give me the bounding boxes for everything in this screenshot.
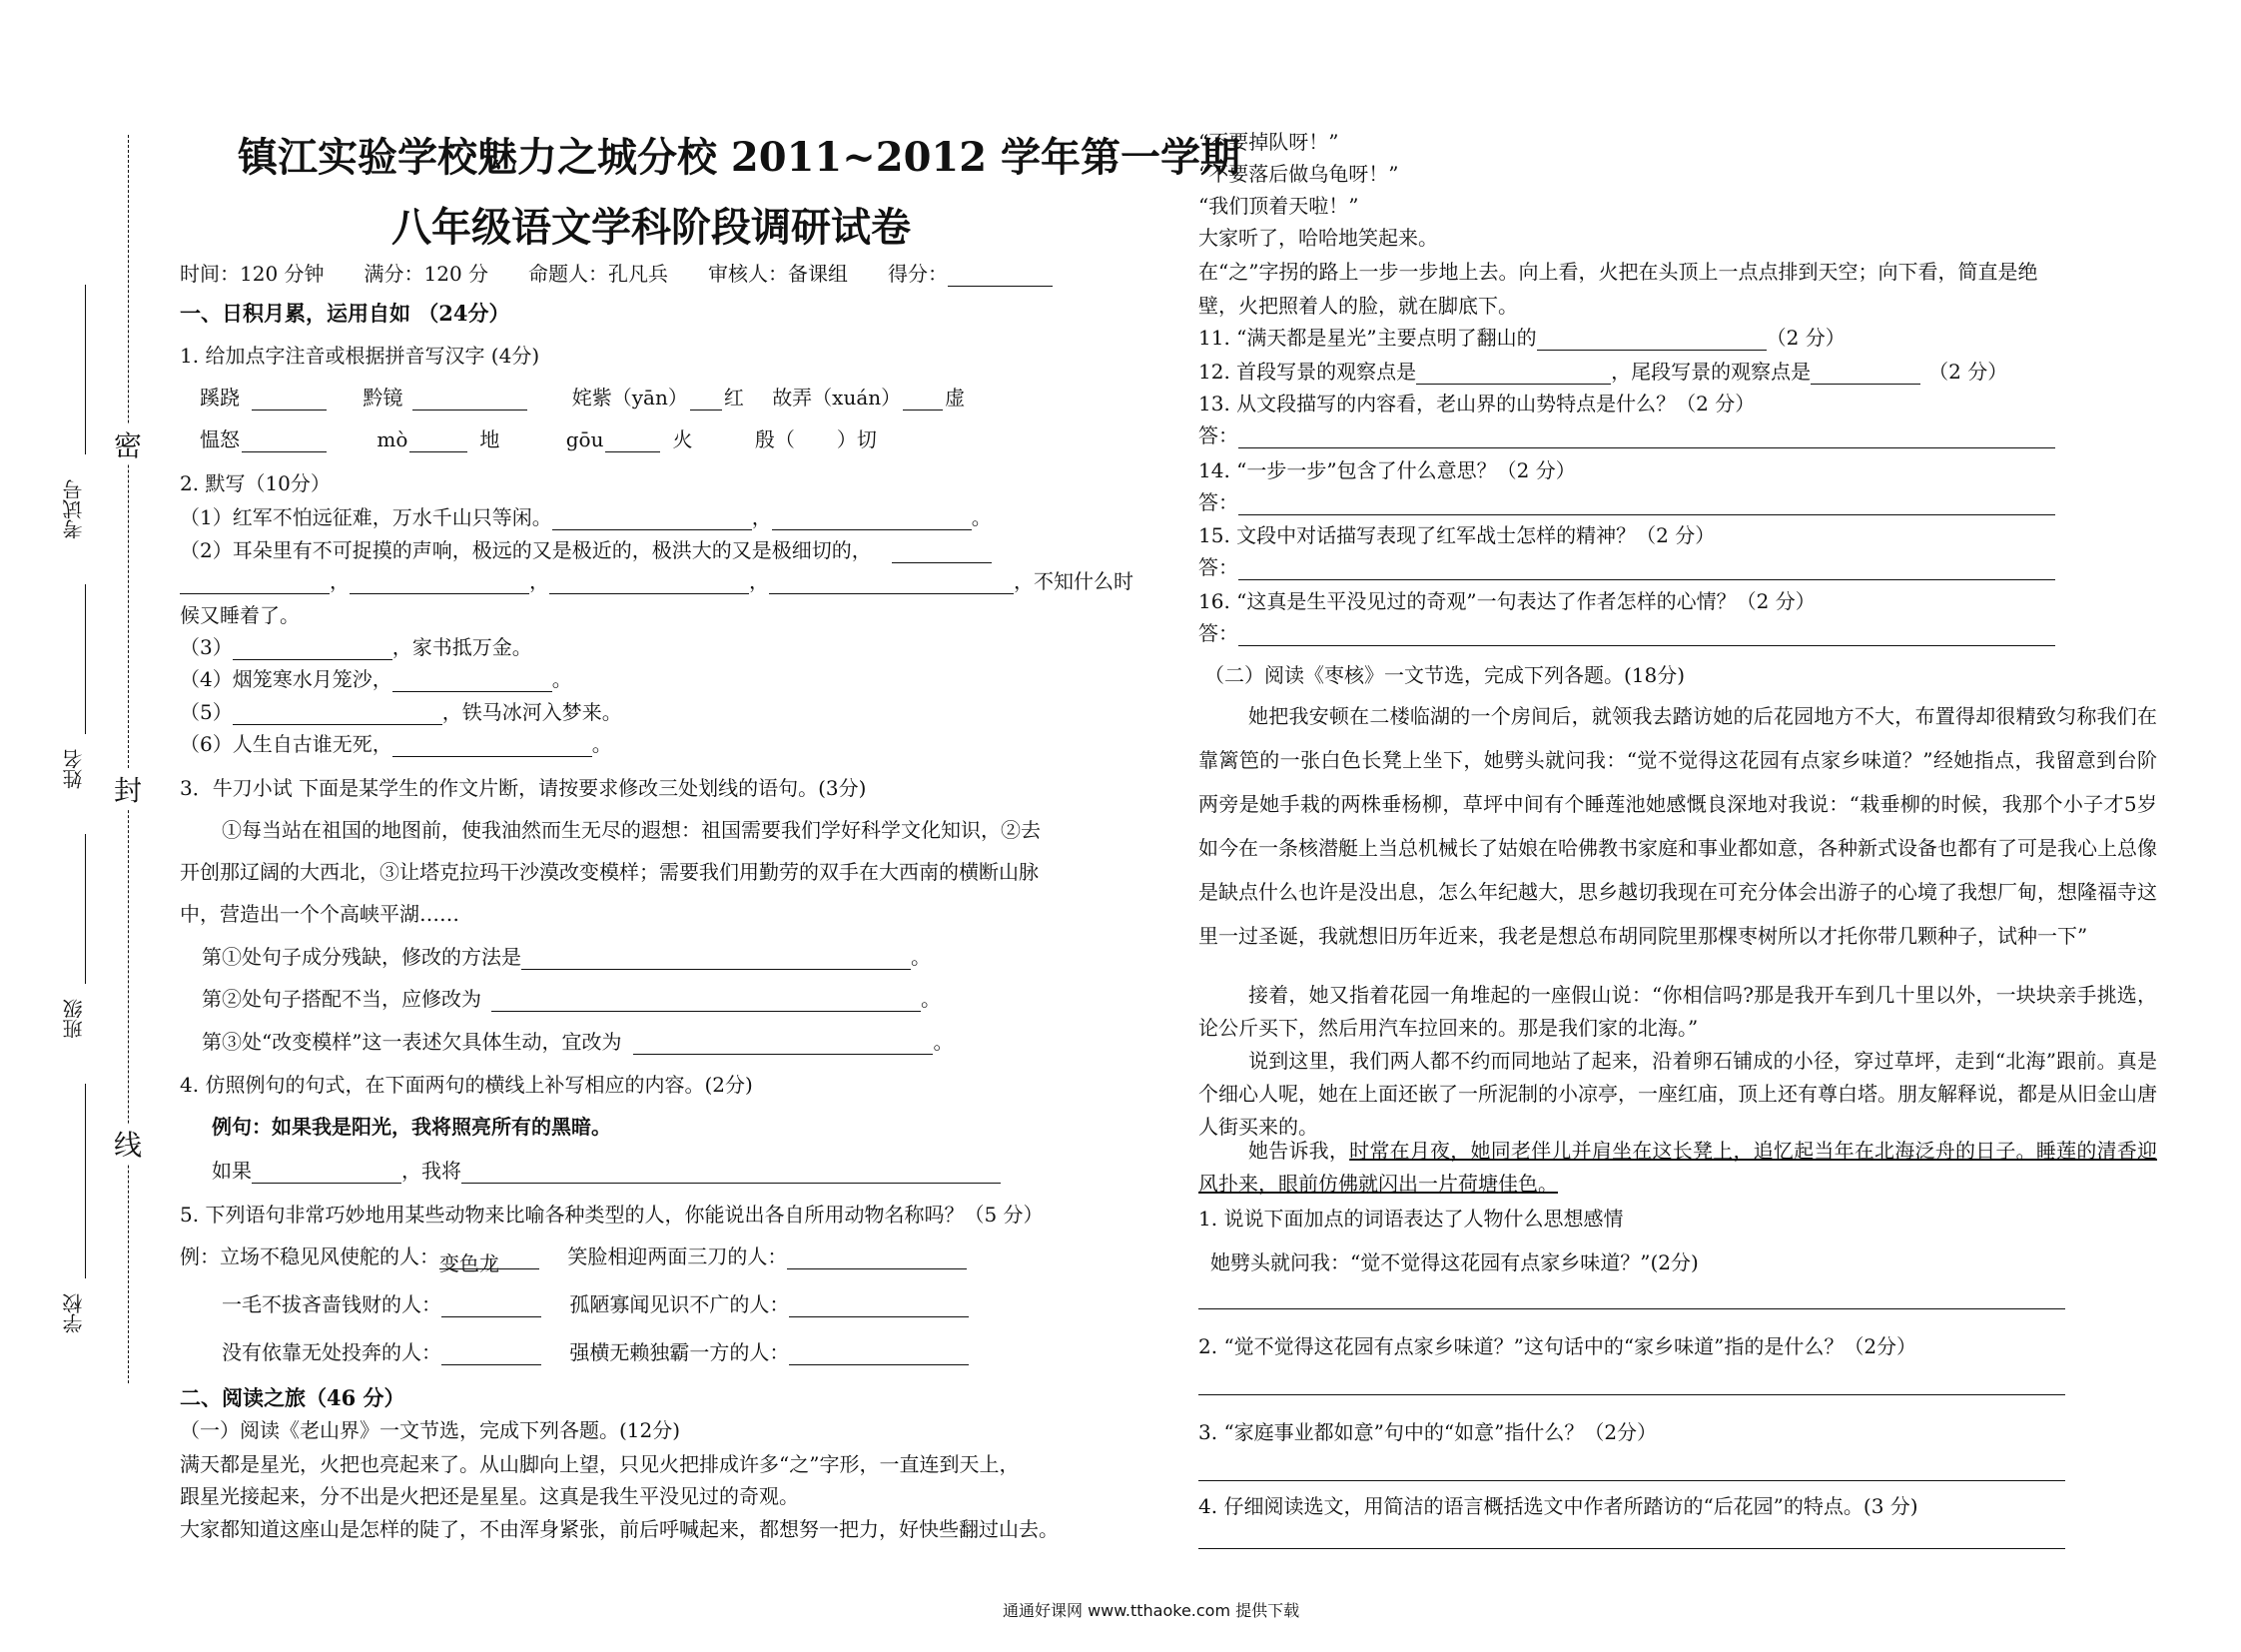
q4-blank2[interactable]	[461, 1162, 1001, 1184]
r2-q2-answer-line[interactable]	[1198, 1394, 2065, 1395]
q15-answer-label: 答：	[1198, 555, 1238, 579]
q3-answer1-text: 第①处句子成分残缺，修改的方法是	[202, 945, 521, 969]
q3-blank1[interactable]	[521, 948, 911, 970]
q5-blank4[interactable]	[441, 1343, 541, 1365]
q12-blank2[interactable]	[1811, 363, 1920, 385]
name-line	[85, 584, 86, 734]
q4-example: 例句：如果我是阳光，我将照亮所有的黑暗。	[212, 1115, 611, 1139]
reading1-prompt: （一）阅读《老山界》一文节选，完成下列各题。(12分)	[180, 1418, 681, 1442]
q1-blank1[interactable]	[252, 389, 327, 411]
q3-para2: 开创那辽阔的大西北，③让塔克拉玛干沙漠改变模样；需要我们用勤劳的双手在大西南的横断山脉	[180, 860, 1039, 884]
q1-word7: gōu	[565, 427, 604, 451]
q2-line3-tail: ，不知什么时	[1014, 569, 1133, 593]
q15-answer	[1198, 551, 2055, 580]
reading1-dialogue1: “不要掉队呀！”	[1198, 130, 1339, 154]
q12-blank1[interactable]	[1416, 363, 1611, 385]
q11	[1198, 322, 1846, 351]
q1-blank6[interactable]	[409, 430, 467, 452]
q14-answer	[1198, 486, 2055, 515]
q2-blank11[interactable]	[392, 735, 592, 757]
q3-blank3[interactable]	[633, 1033, 933, 1055]
q2-line7-num: （5）	[180, 700, 233, 724]
q2-line2-text: （2）耳朵里有不可捉摸的声响，极远的又是极近的，极洪大的又是极细切的，	[180, 538, 872, 562]
exam-title-line2: 八年级语文学科阶段调研试卷	[391, 204, 911, 251]
q2-prompt: 2. 默写（10分）	[180, 471, 331, 495]
q4-answer-mid: ，我将	[401, 1159, 461, 1183]
q3-blank2[interactable]	[491, 990, 921, 1012]
q11-score: （2 分）	[1766, 326, 1846, 350]
q1-word4b: 虚	[945, 386, 966, 410]
q14-answer-blank[interactable]	[1238, 493, 2055, 515]
q5-row1	[180, 1240, 967, 1275]
r2-q4: 4. 仔细阅读选文，用简洁的语言概括选文中作者所踏访的“后花园”的特点。(3 分)	[1198, 1494, 1918, 1518]
q3-answer2: 第②处句子搭配不当，应修改为 。	[202, 987, 941, 1011]
q5-example-answer: 变色龙	[439, 1247, 539, 1269]
school-line	[85, 1084, 86, 1278]
q2-blank8[interactable]	[233, 638, 392, 660]
q15-answer-blank[interactable]	[1238, 558, 2055, 580]
q16-answer	[1198, 617, 2055, 646]
reading1-text2: 跟星光接起来，分不出是火把还是星星。这真是我生平没见过的奇观。	[180, 1484, 799, 1508]
q1-word3b: 红	[723, 386, 744, 410]
q1-word8: 殷（	[754, 427, 795, 451]
q14-answer-label: 答：	[1198, 490, 1238, 514]
q2-blank4[interactable]	[180, 572, 330, 594]
q1-blank3[interactable]	[690, 389, 722, 411]
class-label: 班级	[62, 999, 86, 1039]
q1-word3: 姹紫（yān）	[571, 386, 688, 410]
q2-line7-text: ，铁马冰河入梦来。	[441, 700, 622, 724]
q3-answer2-text: 第②处句子搭配不当，应修改为	[202, 987, 481, 1011]
q2-line5-text: ，家书抵万金。	[391, 635, 532, 659]
q13: 13. 从文段描写的内容看，老山界的山势特点是什么？（2 分）	[1198, 392, 1756, 415]
q2-line2	[180, 534, 992, 563]
q1-row1	[200, 382, 965, 411]
q5-prompt: 5. 下列语句非常巧妙地用某些动物来比喻各种类型的人，你能说出各自所用动物名称吗？（5 分）	[180, 1203, 1044, 1227]
q5-blank5[interactable]	[789, 1343, 969, 1365]
q2-blank3[interactable]	[892, 541, 992, 563]
q2-line6-text: （4）烟笼寒水月笼沙，	[180, 667, 392, 691]
q3-answer3-text: 第③处“改变模样”这一表述欠具体生动，宜改为	[202, 1030, 622, 1054]
q1-word2: 黔镜	[363, 386, 403, 410]
q1-word8b: ）切	[836, 427, 877, 451]
q2-line5-num: （3）	[180, 635, 233, 659]
reading2-para4	[1198, 1135, 2157, 1201]
q11-blank[interactable]	[1537, 329, 1767, 351]
q1-word5: 愠怒	[200, 427, 240, 451]
reading1-dialogue3: “我们顶着天啦！”	[1198, 194, 1359, 218]
q2-blank6[interactable]	[549, 572, 749, 594]
q5-blank2[interactable]	[441, 1295, 541, 1317]
q4-prompt: 4. 仿照例句的句式，在下面两句的横线上补写相应的内容。(2分)	[180, 1073, 753, 1097]
q1-blank5[interactable]	[242, 430, 327, 452]
q16: 16. “这真是生平没见过的奇观”一句表达了作者怎样的心情？（2 分）	[1198, 589, 1816, 613]
q2-line8: （6）人生自古谁无死， 。	[180, 732, 612, 756]
q15: 15. 文段中对话描写表现了红军战士怎样的精神？（2 分）	[1198, 523, 1716, 547]
reading2-para2: 接着，她又指着花园一角堆起的一座假山说：“你相信吗?那是我开车到几十里以外，一块块亲手挑选，论公斤买下，然后用汽车拉回来的。那是我们家的北海。”	[1198, 983, 2157, 1040]
q5-item1-label: 笑脸相迎两面三刀的人：	[567, 1244, 788, 1268]
r2-q3-answer-line[interactable]	[1198, 1480, 2065, 1481]
q11-text: 11. “满天都是星光”主要点明了翻山的	[1198, 326, 1537, 350]
r2-q2: 2. “觉不觉得这花园有点家乡味道？”这句话中的“家乡味道”指的是什么？（2分）	[1198, 1334, 1917, 1358]
q4-answer	[212, 1155, 1001, 1184]
section2-heading: 二、阅读之旅（46 分）	[180, 1385, 405, 1410]
seal-char-mi: 密	[114, 424, 142, 464]
q3-answer3: 第③处“改变模样”这一表述欠具体生动，宜改为 。	[202, 1030, 954, 1054]
q13-answer	[1198, 419, 2055, 448]
exam-title-line1: 镇江实验学校魅力之城分校 2011~2012 学年第一学期	[238, 134, 1241, 181]
exam-info-text: 时间：120 分钟 满分：120 分 命题人：孔凡兵 审核人：备课组 得分：	[180, 262, 949, 286]
q5-example-label: 例：立场不稳见风使舵的人：	[180, 1244, 439, 1268]
q14: 14. “一步一步”包含了什么意思？（2 分）	[1198, 458, 1576, 482]
binding-dashed-line	[128, 135, 129, 1383]
seal-char-xian: 线	[114, 1124, 142, 1164]
reading1-text1: 满天都是星光，火把也亮起来了。从山脚向上望，只见火把排成许多“之”字形，一直连到天上，	[180, 1452, 1020, 1476]
q12-text1: 12. 首段写景的观察点是	[1198, 360, 1417, 384]
r2-q1-sentence: 她劈头就问我：“觉不觉得这花园有点家乡味道？”(2分)	[1210, 1250, 1699, 1274]
q5-item5-label: 强横无赖独霸一方的人：	[569, 1340, 790, 1364]
q1-prompt: 1. 给加点字注音或根据拼音写汉字 (4分)	[180, 344, 540, 368]
q12-text2: ，尾段写景的观察点是	[1611, 360, 1812, 384]
q5-row3	[222, 1336, 969, 1365]
q3-para3: 中，营造出一个个高峡平湖……	[180, 902, 459, 926]
q3-para1: ①每当站在祖国的地图前，使我油然而生无尽的遐想：祖国需要我们学好科学文化知识，②去	[222, 818, 1041, 842]
q1-word1: 蹊跷	[200, 386, 240, 410]
q1-word7b: 火	[672, 427, 693, 451]
q4-blank1[interactable]	[252, 1162, 401, 1184]
q2-line5	[180, 631, 532, 660]
q3-prompt: 3．牛刀小试 下面是某学生的作文片断，请按要求修改三处划线的语句。(3分)	[180, 776, 867, 800]
reading2-para3: 说到这里，我们两人都不约而同地站了起来，沿着卵石铺成的小径，穿过草坪，走到“北海”跟前。真是个细心人呢，她在上面还嵌了一所泥制的小凉亭，一座红庙，顶上还有尊白塔。朋友解释说，都是从旧金山唐人街买来的。	[1198, 1049, 2157, 1139]
q5-row2	[222, 1288, 969, 1317]
q16-answer-blank[interactable]	[1238, 624, 2055, 646]
q5-item3-label: 孤陋寡闻见识不广的人：	[569, 1292, 790, 1316]
exam-number-label: 考试号	[62, 479, 86, 539]
reading1-text5: 在“之”字拐的路上一步一步地上去。向上看，火把在头顶上一点点排到天空；向下看，简直是绝	[1198, 260, 2038, 284]
r2-q1-answer-line[interactable]	[1198, 1308, 2065, 1309]
q1-row2	[200, 423, 877, 452]
q5-item2-label: 一毛不拔吝啬钱财的人：	[222, 1292, 441, 1316]
q2-blank1[interactable]	[552, 508, 752, 530]
reading2-para4-underlined: 时常在月夜，她同老伴儿并肩坐在这长凳上，追忆起当年在北海泛舟的日子。睡莲的清香迎风扑来，眼前仿佛就闪出一片荷塘佳色。	[1198, 1139, 2158, 1196]
q12	[1198, 356, 2007, 385]
r2-q3: 3. “家庭事业都如意”句中的“如意”指什么？（2分）	[1198, 1420, 1658, 1444]
q5-item4-label: 没有依靠无处投奔的人：	[222, 1340, 441, 1364]
q2-blank9[interactable]	[392, 670, 552, 692]
q16-answer-label: 答：	[1198, 621, 1238, 645]
q2-line1: （1）红军不怕远征难，万水千山只等闲。 ， 。	[180, 505, 992, 529]
q13-answer-blank[interactable]	[1238, 426, 2055, 448]
q13-answer-label: 答：	[1198, 423, 1238, 447]
reading2-para4-lead: 她告诉我，	[1248, 1139, 1350, 1163]
q2-line7	[180, 696, 622, 725]
q4-answer-prefix: 如果	[212, 1159, 252, 1183]
exam-info	[180, 258, 1053, 287]
q1-word6: mò	[376, 427, 408, 451]
reading2-para1: 她把我安顿在二楼临湖的一个房间后，就领我去踏访她的后花园地方不大，布置得却很精致匀称我们在靠篱笆的一张白色长凳上坐下，她劈头就问我：“觉不觉得这花园有点家乡味道？”经她指点，我留意到台阶两旁是她手栽的两株垂杨柳，草坪中间有个睡莲池她感慨良深地对我说：“栽垂柳的时候，我那个小子才5岁如今在一条核潜艇上当总机械长了姑娘在哈佛教书家庭和事业都如意，各种新式设备也都有了可是我心上总像是缺点什么也许是没出息，怎么年纪越大，思乡越切我现在可充分体会出游子的心境了我想厂甸，想隆福寺这里一过圣诞，我就想旧历年近来，我老是想总布胡同院里那棵枣树所以才托你带几颗种子，试种一下”	[1198, 704, 2157, 948]
q2-line4: 候又睡着了。	[180, 603, 300, 627]
seal-char-feng: 封	[114, 769, 142, 809]
q1-blank7[interactable]	[605, 430, 660, 452]
q2-blank10[interactable]	[233, 703, 442, 725]
q1-blank2[interactable]	[412, 389, 527, 411]
q1-blank4[interactable]	[903, 389, 943, 411]
q1-word6b: 地	[479, 427, 500, 451]
reading1-text6: 壁，火把照着人的脸，就在脚底下。	[1198, 294, 1518, 318]
r2-q1: 1. 说说下面加点的词语表达了人物什么思想感情	[1198, 1207, 1624, 1231]
name-label: 姓名	[62, 749, 86, 789]
q1-word4: 故弄（xuán）	[772, 386, 902, 410]
section1-heading: 一、日积月累，运用自如 （24分）	[180, 301, 510, 326]
q5-blank1[interactable]	[787, 1247, 967, 1269]
q2-blank2[interactable]	[772, 508, 972, 530]
q2-blank5[interactable]	[350, 572, 529, 594]
class-line	[85, 834, 86, 984]
reading1-dialogue2: “不要落后做乌龟呀！”	[1198, 162, 1399, 186]
reading1-text4: 大家听了，哈哈地笑起来。	[1198, 226, 1438, 250]
q2-line8-text: （6）人生自古谁无死，	[180, 732, 392, 756]
r2-q4-answer-line[interactable]	[1198, 1548, 2065, 1549]
exam-number-line	[85, 285, 86, 454]
q2-line1-text: （1）红军不怕远征难，万水千山只等闲。	[180, 505, 552, 529]
q12-score: （2 分）	[1928, 360, 2008, 384]
q2-line3: ， ， ， ，不知什么时	[180, 565, 1133, 594]
q5-blank3[interactable]	[789, 1295, 969, 1317]
q2-blank7[interactable]	[769, 572, 1014, 594]
reading2-prompt: （二）阅读《枣核》一文节选，完成下列各题。(18分)	[1204, 663, 1686, 687]
q3-answer1: 第①处句子成分残缺，修改的方法是 。	[202, 945, 931, 969]
school-label: 学校	[62, 1293, 86, 1333]
page-footer: 通通好课网 www.tthaoke.com 提供下载	[1003, 1601, 1300, 1620]
reading1-text3: 大家都知道这座山是怎样的陡了，不由浑身紧张，前后呼喊起来，都想努一把力，好快些翻过山去。	[180, 1517, 1059, 1541]
score-blank[interactable]	[948, 265, 1053, 287]
q2-line6: （4）烟笼寒水月笼沙， 。	[180, 667, 572, 691]
